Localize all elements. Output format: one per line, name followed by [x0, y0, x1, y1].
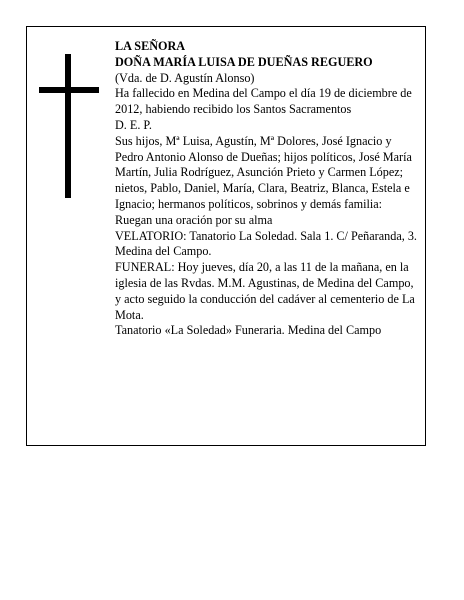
- death-announcement: Ha fallecido en Medina del Campo el día 19 de diciembre de 2012, habiendo recibido los Santos Sacramentos: [115, 86, 412, 117]
- widow-line: (Vda. de D. Agustín Alonso): [115, 70, 255, 85]
- family-list: Sus hijos, Mª Luisa, Agustín, Mª Dolores, José Ignacio y Pedro Antonio Alonso de Dueñas; hijos políticos, José María Martín, Julia Rodríguez, Asunción Prieto y Carmen López; nietos, Pablo, Daniel, María, Clara, Beatriz, Blanca, Estela e Ignacio; hermanos políticos, sobrinos y demás familia:: [115, 133, 412, 211]
- cross-horizontal-bar: [39, 87, 99, 93]
- cross-vertical-bar: [65, 54, 71, 198]
- funeral-home: Tanatorio «La Soledad» Funeraria. Medina del Campo: [115, 323, 382, 338]
- deceased-name: DOÑA MARÍA LUISA DE DUEÑAS REGUERO: [115, 54, 373, 69]
- notice-title: LA SEÑORA: [115, 39, 186, 53]
- latin-cross-icon: [39, 54, 99, 198]
- rip-line: D. E. P.: [115, 117, 152, 132]
- wake-info: VELATORIO: Tanatorio La Soledad. Sala 1. C/ Peñaranda, 3. Medina del Campo.: [115, 228, 417, 259]
- funeral-info: FUNERAL: Hoy jueves, día 20, a las 11 de la mañana, en la iglesia de las Rvdas. M.M. Agustinas, de Medina del Campo, y acto seguido la conducción del cadáver al cementerio de La Mota.: [115, 260, 415, 322]
- notice-text: [115, 39, 419, 339]
- obituary-notice: [26, 26, 426, 446]
- prayer-request: Ruegan una oración por su alma: [115, 212, 273, 227]
